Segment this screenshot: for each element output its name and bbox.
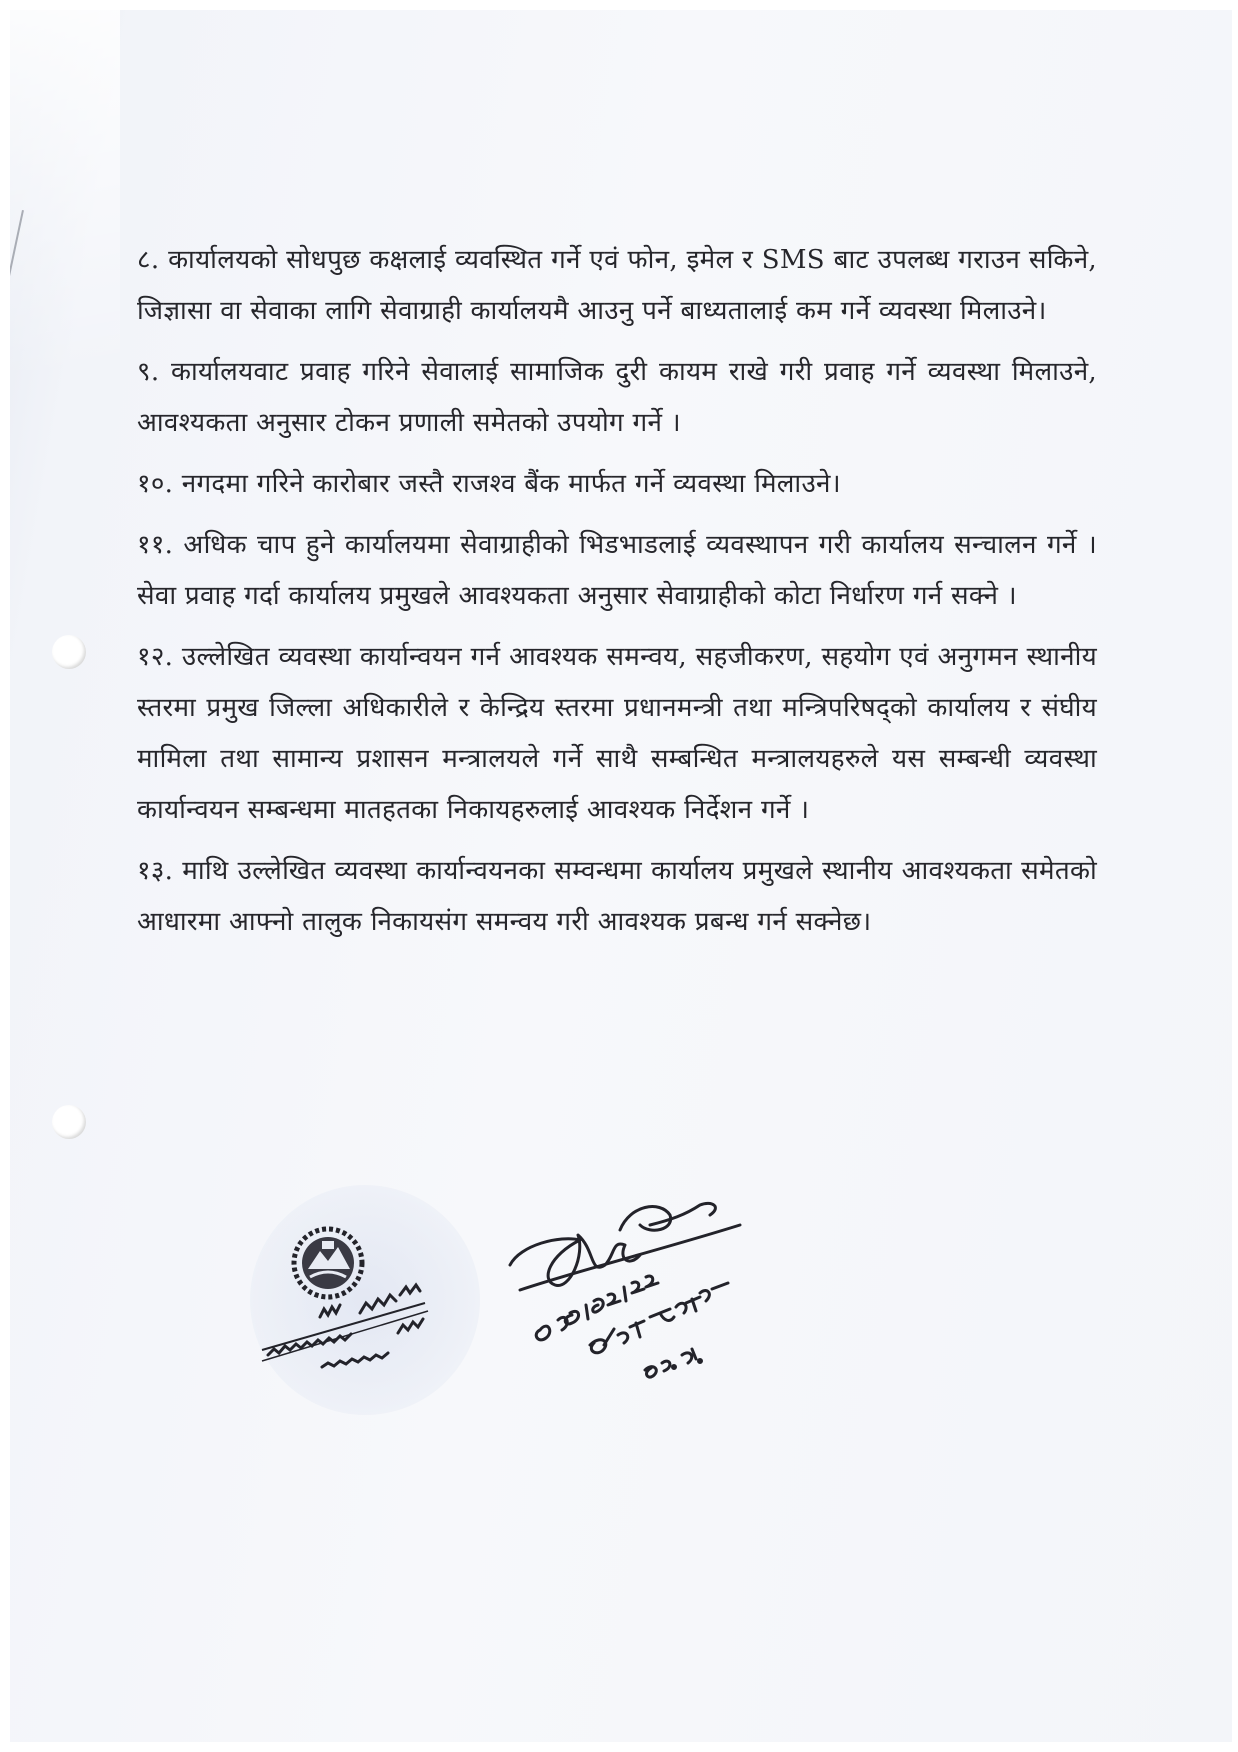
seal-graphic [250, 1185, 480, 1415]
paragraph-11: ११. अधिक चाप हुने कार्यालयमा सेवाग्राहीको भिडभाडलाई व्यवस्थापन गरी कार्यालय सन्चालन गर्ने ।सेवा प्रवाह गर्दा कार्यालय प्रमुखले आवश्यकता अनुसार सेवाग्राहीको कोटा निर्धारण गर्न सक्ने । [137, 530, 1097, 611]
paragraph-13: १३. माथि उल्लेखित व्यवस्था कार्यान्वयनका सम्वन्धमा कार्यालय प्रमुखले स्थानीय आवश्यकता समेतको आधारमा आफ्नो तालुक निकायसंग समन्वय गरी आवश्यक प्रबन्ध गर्न सक्नेछ। [137, 856, 1097, 937]
document-body [137, 235, 1097, 958]
paragraph-10: १०. नगदमा गरिने कारोबार जस्तै राजश्व बैंक मार्फत गर्ने व्यवस्था मिलाउने। [137, 469, 841, 499]
paragraph-9: ९. कार्यालयवाट प्रवाह गरिने सेवालाई सामाजिक दुरी कायम राखे गरी प्रवाह गर्ने व्यवस्था मिलाउने, आवश्यकता अनुसार टोकन प्रणाली समेतको उपयोग गर्ने । [137, 357, 1097, 438]
paragraph-12: १२. उल्लेखित व्यवस्था कार्यान्वयन गर्न आवश्यक समन्वय, सहजीकरण, सहयोग एवं अनुगमन स्थानीय स्तरमा प्रमुख जिल्ला अधिकारीले र केन्द्रिय स्तरमा प्रधानमन्त्री तथा मन्त्रिपरिषद्को कार्यालय र संघीय मामिला तथा सामान्य प्रशासन मन्त्रालयले गर्ने साथै सम्बन्धित मन्त्रालयहरुले यस सम्बन्धी व्यवस्था कार्यान्वयन सम्बन्धमा मातहतका निकायहरुलाई आवश्यक निर्देशन गर्ने । [137, 642, 1097, 825]
handwritten-signature [500, 1195, 760, 1405]
signature-graphic [500, 1195, 760, 1405]
punch-hole-top [52, 635, 86, 669]
document-page [10, 10, 1232, 1742]
paragraph-8: ८. कार्यालयको सोधपुछ कक्षलाई व्यवस्थित गर्ने एवं फोन, इमेल र SMS बाट उपलब्ध गराउन सकिने, जिज्ञासा वा सेवाका लागि सेवाग्राही कार्यालयमै आउनु पर्ने बाध्यतालाई कम गर्ने व्यवस्था मिलाउने। [137, 245, 1097, 326]
office-seal-stamp [250, 1185, 480, 1415]
page-fold-crease [10, 210, 24, 377]
punch-hole-bottom [52, 1105, 86, 1139]
